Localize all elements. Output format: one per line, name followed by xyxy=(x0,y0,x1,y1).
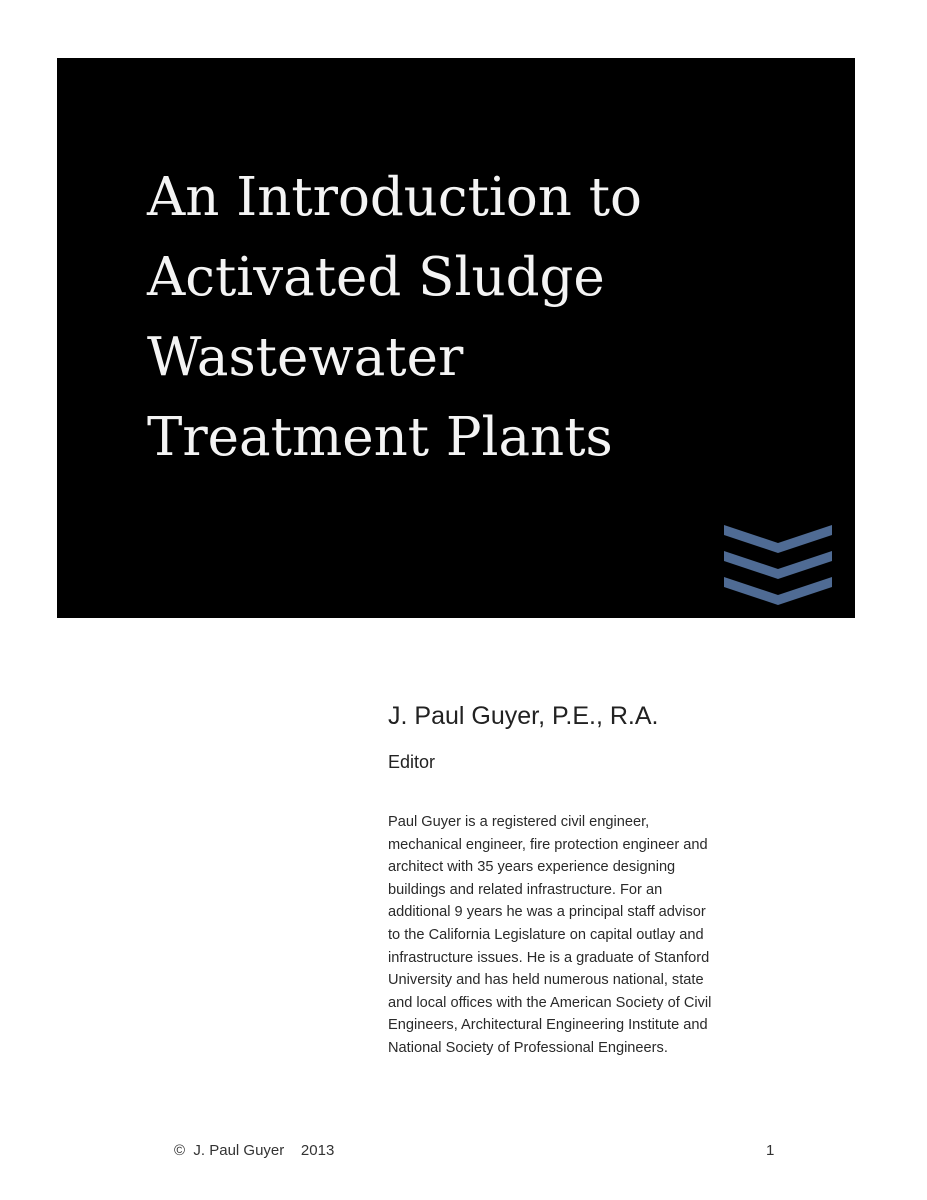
book-title xyxy=(147,158,767,478)
bio-line: mechanical engineer, fire protection engineer and xyxy=(388,836,708,853)
cover-panel xyxy=(57,58,855,618)
bio-line: buildings and related infrastructure. For an xyxy=(388,881,663,898)
bio-line: to the California Legislature on capital outlay and xyxy=(388,926,704,943)
bio-line: University and has held numerous national, state xyxy=(388,972,704,989)
copyright-notice: © J. Paul Guyer 2013 xyxy=(174,1142,335,1159)
bio-line: infrastructure issues. He is a graduate of Stanford xyxy=(388,949,710,966)
title-line: Activated Sludge xyxy=(147,247,605,308)
author-bio xyxy=(388,811,858,1060)
bio-line: Paul Guyer is a registered civil engineer, xyxy=(388,814,650,830)
bio-line: architect with 35 years experience designing xyxy=(388,859,676,876)
page-number: 1 xyxy=(766,1142,775,1159)
chevron-stripe xyxy=(724,551,832,579)
bio-line: additional 9 years he was a principal staff advisor xyxy=(388,904,706,921)
bio-line: and local offices with the American Society of Civil xyxy=(388,994,712,1011)
bio-line: Engineers, Architectural Engineering Institute and xyxy=(388,1017,708,1034)
title-line: Treatment Plants xyxy=(147,407,613,468)
author-name: J. Paul Guyer, P.E., R.A. xyxy=(388,702,659,730)
triple-chevron-down-icon xyxy=(724,525,832,609)
author-role: Editor xyxy=(388,752,436,772)
title-line: An Introduction to xyxy=(147,167,642,228)
bio-line: National Society of Professional Engineers. xyxy=(388,1039,668,1056)
chevron-stripe xyxy=(724,577,832,605)
chevron-stripe xyxy=(724,525,832,553)
title-line: Wastewater xyxy=(147,327,464,388)
